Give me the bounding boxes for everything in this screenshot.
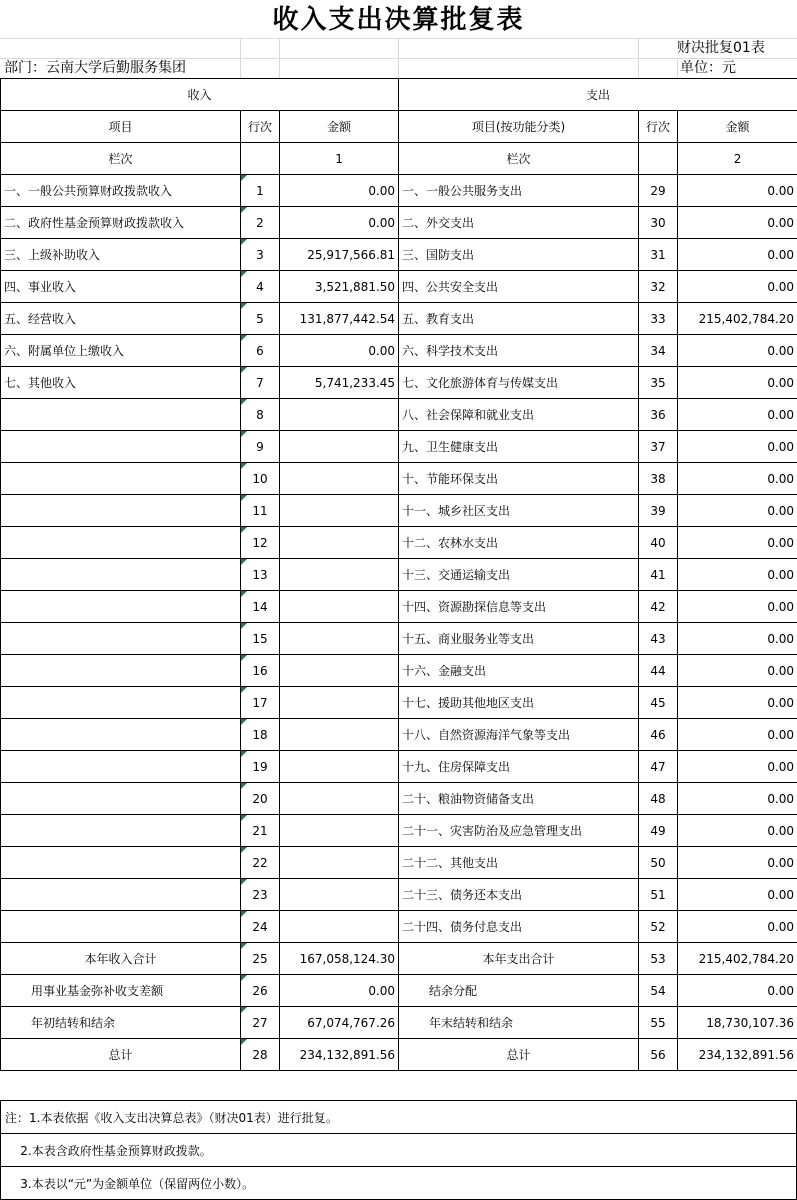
income-amount [280, 399, 399, 431]
income-item: 六、附属单位上缴收入 [1, 335, 241, 367]
expense-line: 51 [639, 879, 678, 911]
expense-amount: 0.00 [678, 527, 797, 559]
expense-line-header: 行次 [639, 111, 678, 143]
table-row [1, 335, 797, 367]
expense-col-label: 栏次 [399, 143, 639, 175]
summary-expense-item: 结余分配 [399, 975, 639, 1007]
table-row [1, 527, 797, 559]
expense-amount: 0.00 [678, 335, 797, 367]
income-item [1, 751, 241, 783]
table-row [1, 495, 797, 527]
expense-line: 50 [639, 847, 678, 879]
summary-expense-line: 56 [639, 1039, 678, 1071]
income-line: 24 [241, 911, 280, 943]
income-item [1, 879, 241, 911]
expense-line: 31 [639, 239, 678, 271]
income-item-header: 项目 [1, 111, 241, 143]
column-index-row [1, 143, 797, 175]
summary-expense-item: 总计 [399, 1039, 639, 1071]
income-amount: 25,917,566.81 [280, 239, 399, 271]
expense-item: 十八、自然资源海洋气象等支出 [399, 719, 639, 751]
income-amount [280, 751, 399, 783]
summary-expense-amount: 18,730,107.36 [678, 1007, 797, 1039]
expense-amount: 0.00 [678, 463, 797, 495]
income-line: 7 [241, 367, 280, 399]
expense-item: 二十、粮油物资储备支出 [399, 783, 639, 815]
table-row [1, 879, 797, 911]
income-amount: 131,877,442.54 [280, 303, 399, 335]
summary-expense-line: 55 [639, 1007, 678, 1039]
income-line: 4 [241, 271, 280, 303]
approval-table [0, 78, 797, 1071]
income-line: 6 [241, 335, 280, 367]
table-row [1, 367, 797, 399]
income-line: 11 [241, 495, 280, 527]
expense-amount-header: 金额 [678, 111, 797, 143]
income-amount [280, 527, 399, 559]
table-row [1, 303, 797, 335]
expense-line: 42 [639, 591, 678, 623]
expense-amount: 0.00 [678, 751, 797, 783]
expense-line: 52 [639, 911, 678, 943]
table-row [1, 687, 797, 719]
expense-item-header: 项目(按功能分类) [399, 111, 639, 143]
income-col-label: 栏次 [1, 143, 241, 175]
expense-line: 36 [639, 399, 678, 431]
notes-table [0, 1100, 797, 1200]
summary-income-item: 总计 [1, 1039, 241, 1071]
expense-line: 29 [639, 175, 678, 207]
table-row [1, 207, 797, 239]
expense-item: 十三、交通运输支出 [399, 559, 639, 591]
income-amount [280, 495, 399, 527]
income-line: 17 [241, 687, 280, 719]
expense-line: 38 [639, 463, 678, 495]
summary-income-line: 27 [241, 1007, 280, 1039]
table-row [1, 591, 797, 623]
income-item [1, 655, 241, 687]
summary-expense-amount: 234,132,891.56 [678, 1039, 797, 1071]
table-row [1, 783, 797, 815]
expense-amount: 0.00 [678, 815, 797, 847]
expense-col-line-empty [639, 143, 678, 175]
summary-row [1, 975, 797, 1007]
table-row [1, 463, 797, 495]
summary-expense-line: 53 [639, 943, 678, 975]
income-amount [280, 655, 399, 687]
income-item [1, 431, 241, 463]
expense-line: 39 [639, 495, 678, 527]
expense-item: 二十一、灾害防治及应急管理支出 [399, 815, 639, 847]
table-row [1, 271, 797, 303]
income-line: 2 [241, 207, 280, 239]
expense-line: 33 [639, 303, 678, 335]
expense-item: 十一、城乡社区支出 [399, 495, 639, 527]
income-item [1, 527, 241, 559]
form-code: 财决批复01表 [677, 38, 765, 58]
table-row [1, 655, 797, 687]
expense-amount: 0.00 [678, 367, 797, 399]
income-amount [280, 687, 399, 719]
expense-line: 37 [639, 431, 678, 463]
expense-item: 八、社会保障和就业支出 [399, 399, 639, 431]
income-line: 13 [241, 559, 280, 591]
summary-income-item: 本年收入合计 [1, 943, 241, 975]
page-title: 收入支出决算批复表 [0, 0, 797, 38]
income-header: 收入 [1, 79, 399, 111]
expense-item: 十、节能环保支出 [399, 463, 639, 495]
income-line: 15 [241, 623, 280, 655]
expense-line: 46 [639, 719, 678, 751]
summary-expense-item: 本年支出合计 [399, 943, 639, 975]
income-line-header: 行次 [241, 111, 280, 143]
expense-line: 40 [639, 527, 678, 559]
income-item: 二、政府性基金预算财政拨款收入 [1, 207, 241, 239]
income-amount [280, 911, 399, 943]
income-line: 5 [241, 303, 280, 335]
summary-row [1, 1007, 797, 1039]
table-row [1, 719, 797, 751]
income-amount: 0.00 [280, 335, 399, 367]
section-header-row [1, 79, 797, 111]
summary-income-line: 26 [241, 975, 280, 1007]
summary-row [1, 1039, 797, 1071]
summary-expense-amount: 215,402,784.20 [678, 943, 797, 975]
summary-income-amount: 234,132,891.56 [280, 1039, 399, 1071]
income-item [1, 591, 241, 623]
expense-item: 六、科学技术支出 [399, 335, 639, 367]
income-item: 一、一般公共预算财政拨款收入 [1, 175, 241, 207]
expense-item: 十九、住房保障支出 [399, 751, 639, 783]
expense-item: 二十二、其他支出 [399, 847, 639, 879]
income-amount [280, 623, 399, 655]
income-line: 12 [241, 527, 280, 559]
income-item: 三、上级补助收入 [1, 239, 241, 271]
note-2: 2.本表含政府性基金预算财政拨款。 [1, 1134, 797, 1167]
income-item [1, 815, 241, 847]
income-amount [280, 463, 399, 495]
table-row [1, 431, 797, 463]
income-col-number: 1 [280, 143, 399, 175]
income-item: 七、其他收入 [1, 367, 241, 399]
column-header-row [1, 111, 797, 143]
expense-amount: 0.00 [678, 623, 797, 655]
note-1: 注：1.本表依据《收入支出决算总表》（财决01表）进行批复。 [1, 1101, 797, 1134]
expense-col-number: 2 [678, 143, 797, 175]
expense-item: 九、卫生健康支出 [399, 431, 639, 463]
table-row [1, 815, 797, 847]
income-line: 20 [241, 783, 280, 815]
income-amount: 3,521,881.50 [280, 271, 399, 303]
expense-line: 48 [639, 783, 678, 815]
income-line: 1 [241, 175, 280, 207]
summary-income-amount: 0.00 [280, 975, 399, 1007]
income-amount: 0.00 [280, 207, 399, 239]
income-line: 23 [241, 879, 280, 911]
expense-item: 十二、农林水支出 [399, 527, 639, 559]
income-line: 14 [241, 591, 280, 623]
income-amount [280, 879, 399, 911]
expense-item: 十六、金融支出 [399, 655, 639, 687]
income-amount [280, 815, 399, 847]
expense-item: 二、外交支出 [399, 207, 639, 239]
summary-row [1, 943, 797, 975]
income-item [1, 399, 241, 431]
expense-amount: 0.00 [678, 879, 797, 911]
expense-line: 30 [639, 207, 678, 239]
expense-line: 32 [639, 271, 678, 303]
expense-amount: 0.00 [678, 847, 797, 879]
expense-item: 二十三、债务还本支出 [399, 879, 639, 911]
expense-amount: 0.00 [678, 783, 797, 815]
income-line: 3 [241, 239, 280, 271]
expense-line: 45 [639, 687, 678, 719]
income-line: 10 [241, 463, 280, 495]
income-line: 19 [241, 751, 280, 783]
summary-income-line: 28 [241, 1039, 280, 1071]
table-row [1, 751, 797, 783]
expense-item: 四、公共安全支出 [399, 271, 639, 303]
expense-amount: 0.00 [678, 175, 797, 207]
unit-label: 单位：元 [680, 58, 736, 78]
income-amount-header: 金额 [280, 111, 399, 143]
income-amount: 0.00 [280, 175, 399, 207]
expense-line: 34 [639, 335, 678, 367]
expense-amount: 0.00 [678, 399, 797, 431]
income-item [1, 719, 241, 751]
income-line: 8 [241, 399, 280, 431]
income-amount: 5,741,233.45 [280, 367, 399, 399]
expense-line: 35 [639, 367, 678, 399]
summary-expense-amount: 0.00 [678, 975, 797, 1007]
expense-line: 47 [639, 751, 678, 783]
expense-header: 支出 [399, 79, 797, 111]
income-col-line-empty [241, 143, 280, 175]
income-item [1, 495, 241, 527]
income-line: 22 [241, 847, 280, 879]
expense-item: 五、教育支出 [399, 303, 639, 335]
expense-amount: 0.00 [678, 207, 797, 239]
income-line: 16 [241, 655, 280, 687]
summary-expense-line: 54 [639, 975, 678, 1007]
summary-income-line: 25 [241, 943, 280, 975]
income-item [1, 847, 241, 879]
table-row [1, 399, 797, 431]
income-item [1, 559, 241, 591]
table-row [1, 847, 797, 879]
expense-amount: 0.00 [678, 911, 797, 943]
income-amount [280, 719, 399, 751]
expense-item: 七、文化旅游体育与传媒支出 [399, 367, 639, 399]
income-amount [280, 783, 399, 815]
expense-amount: 0.00 [678, 655, 797, 687]
expense-amount: 0.00 [678, 495, 797, 527]
department-label: 部门：云南大学后勤服务集团 [4, 58, 186, 78]
expense-amount: 215,402,784.20 [678, 303, 797, 335]
expense-amount: 0.00 [678, 239, 797, 271]
expense-amount: 0.00 [678, 687, 797, 719]
table-row [1, 623, 797, 655]
expense-item: 三、国防支出 [399, 239, 639, 271]
income-amount [280, 431, 399, 463]
income-item: 四、事业收入 [1, 271, 241, 303]
summary-income-amount: 167,058,124.30 [280, 943, 399, 975]
income-item [1, 623, 241, 655]
income-line: 21 [241, 815, 280, 847]
expense-line: 43 [639, 623, 678, 655]
income-item [1, 783, 241, 815]
summary-income-item: 用事业基金弥补收支差额 [1, 975, 241, 1007]
summary-expense-item: 年末结转和结余 [399, 1007, 639, 1039]
expense-item: 一、一般公共服务支出 [399, 175, 639, 207]
expense-line: 44 [639, 655, 678, 687]
table-row [1, 175, 797, 207]
income-amount [280, 847, 399, 879]
table-row [1, 559, 797, 591]
note-3: 3.本表以“元”为金额单位（保留两位小数）。 [1, 1167, 797, 1200]
expense-line: 41 [639, 559, 678, 591]
income-line: 18 [241, 719, 280, 751]
expense-amount: 0.00 [678, 271, 797, 303]
expense-amount: 0.00 [678, 719, 797, 751]
income-item [1, 687, 241, 719]
income-amount [280, 559, 399, 591]
expense-item: 十四、资源勘探信息等支出 [399, 591, 639, 623]
summary-income-amount: 67,074,767.26 [280, 1007, 399, 1039]
table-row [1, 239, 797, 271]
summary-income-item: 年初结转和结余 [1, 1007, 241, 1039]
expense-item: 二十四、债务付息支出 [399, 911, 639, 943]
expense-item: 十七、援助其他地区支出 [399, 687, 639, 719]
expense-amount: 0.00 [678, 431, 797, 463]
income-item: 五、经营收入 [1, 303, 241, 335]
expense-item: 十五、商业服务业等支出 [399, 623, 639, 655]
expense-amount: 0.00 [678, 591, 797, 623]
income-item [1, 911, 241, 943]
expense-amount: 0.00 [678, 559, 797, 591]
expense-line: 49 [639, 815, 678, 847]
income-amount [280, 591, 399, 623]
income-line: 9 [241, 431, 280, 463]
income-item [1, 463, 241, 495]
table-row [1, 911, 797, 943]
